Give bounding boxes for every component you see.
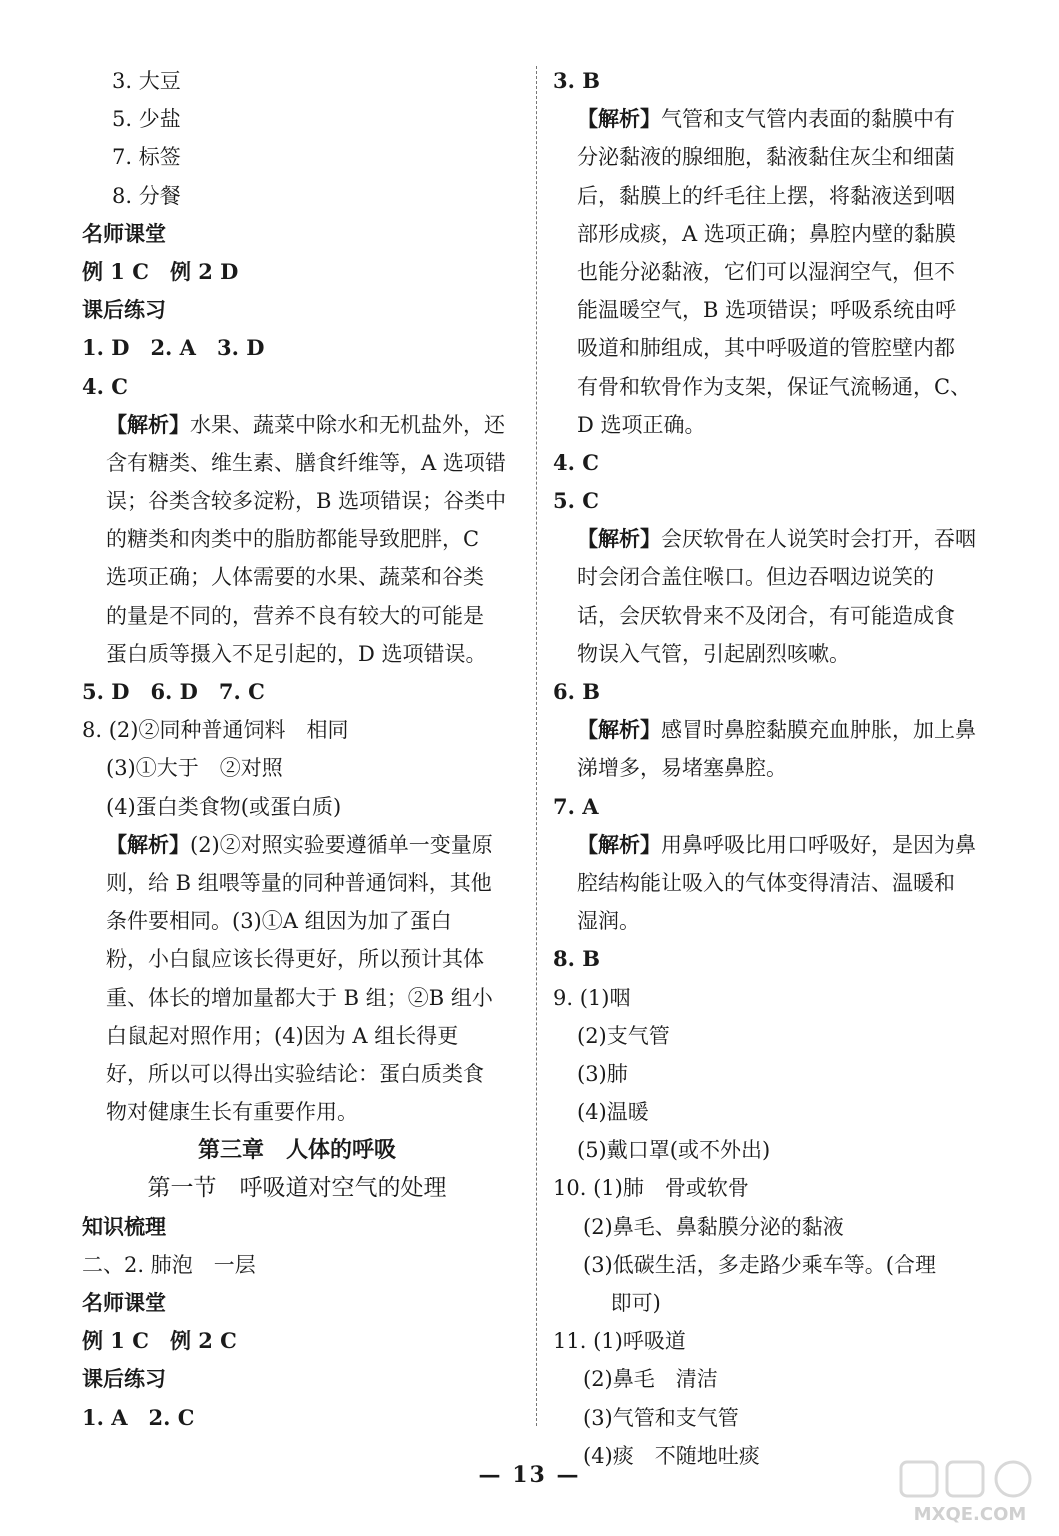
line-text: (2)鼻毛 清洁 [583,1367,718,1392]
line-text: (4)蛋白类食物(或蛋白质) [106,794,342,819]
right-line [553,444,998,482]
line-text: 选项正确；人体需要的水果、蔬菜和谷类 [106,565,484,590]
left-line [82,520,512,558]
right-line [553,1017,998,1055]
line-text: D 选项正确。 [577,412,706,437]
line-text: 10. (1)肺 骨或软骨 [553,1176,749,1201]
right-line [553,1322,998,1360]
line-text: 4. C [553,449,599,475]
line-text: 8. 分餐 [112,183,181,208]
line-text: 后，黏膜上的纤毛往上摆，将黏液送到咽 [577,183,955,208]
line-text: 湿润。 [577,909,640,934]
line-text: 气管和支气管内表面的黏膜中有 [661,107,955,132]
watermark-logo [895,1456,1045,1526]
left-line [82,597,512,635]
left-line [82,826,512,864]
right-line [553,253,998,291]
analysis-tag: 【解析】 [577,106,661,132]
line-text: 分泌黏液的腺细胞，黏液黏住灰尘和细菌 [577,145,955,170]
right-line [553,1284,998,1322]
line-text: 名师课堂 [82,1290,166,1315]
line-text: 时会闭合盖住喉口。但边吞咽边说笑的 [577,565,934,590]
line-text: 感冒时鼻腔黏膜充血肿胀，加上鼻 [661,718,976,743]
right-line [553,749,998,787]
right-line [553,1055,998,1093]
line-text: 1. A 2. C [82,1404,195,1430]
line-text: 8. (2)②同种普通饲料 相同 [82,718,349,743]
left-line [82,253,512,291]
right-line [553,329,998,367]
left-line [82,711,512,749]
line-text: 的量是不同的，营养不良有较大的可能是 [106,603,484,628]
left-line [82,979,512,1017]
left-line [82,291,512,329]
line-text: 即可) [583,1291,661,1315]
right-line [553,1208,998,1246]
right-column [553,62,998,1475]
left-line [82,1169,512,1207]
line-text: (3)①大于 ②对照 [106,756,283,781]
line-text: 涕增多，易堵塞鼻腔。 [577,756,787,781]
line-text: (4)温暖 [577,1100,649,1125]
left-line [82,329,512,367]
line-text: 3. 大豆 [112,69,181,93]
line-text: 第三章 人体的呼吸 [197,1137,396,1164]
right-line [553,597,998,635]
line-text: 例 1 C 例 2 D [82,258,239,284]
right-line [553,1360,998,1398]
analysis-tag: 【解析】 [577,831,661,857]
right-line [553,291,998,329]
line-text: (2)②对照实验要遵循单一变量原 [190,832,493,857]
analysis-tag: 【解析】 [577,717,661,743]
line-text: 部形成痰，A 选项正确；鼻腔内壁的黏膜 [577,221,956,246]
analysis-tag: 【解析】 [106,831,190,857]
left-line [82,1399,512,1437]
left-line [82,1131,512,1169]
line-text: 5. C [553,488,599,514]
line-text: 物误入气管，引起剧烈咳嗽。 [577,641,850,666]
left-line [82,940,512,978]
left-line [82,673,512,711]
right-line [553,788,998,826]
left-line [82,635,512,673]
line-text: (3)肺 [577,1061,628,1086]
column-divider [536,66,537,1426]
left-line [82,215,512,253]
right-line [553,635,998,673]
line-text: 6. B [553,679,600,704]
line-text: 吸道和肺组成，其中呼吸道的管腔壁内都 [577,336,955,361]
line-text: 含有糖类、维生素、膳食纤维等，A 选项错 [106,450,506,475]
right-line [553,979,998,1017]
line-text: 课后练习 [82,297,166,323]
line-text: 好，所以可以得出实验结论：蛋白质类食 [106,1061,484,1086]
line-text: 能温暖空气，B 选项错误；呼吸系统由呼 [577,298,957,323]
left-line [82,1208,512,1246]
line-text: 物对健康生长有重要作用。 [106,1100,358,1125]
right-line [553,673,998,711]
right-line [553,1131,998,1169]
line-text: 3. B [553,68,600,93]
right-line [553,1246,998,1284]
left-line [82,444,512,482]
line-text: 的糖类和肉类中的脂肪都能导致肥胖，C [106,527,480,552]
line-text: 4. C [82,373,128,399]
right-line [553,902,998,940]
right-line [553,62,998,100]
right-line [553,520,998,558]
right-line [553,368,998,406]
left-line [82,788,512,826]
watermark-text: MXQE.COM [913,1504,1027,1525]
analysis-tag: 【解析】 [577,526,661,552]
line-text: 7. A [553,793,599,819]
left-line [82,1246,512,1284]
line-text: 名师课堂 [82,220,166,246]
line-text: 白鼠起对照作用；(4)因为 A 组长得更 [106,1023,459,1048]
left-line [82,1360,512,1398]
right-line [553,864,998,902]
right-line [553,558,998,596]
line-text: 有骨和软骨作为支架，保证气流畅通，C、 [577,374,972,399]
left-line [82,368,512,406]
right-line [553,826,998,864]
left-line [82,177,512,215]
left-column [82,62,512,1437]
line-text: 9. (1)咽 [553,985,631,1010]
line-text: (2)鼻毛、鼻黏膜分泌的黏液 [583,1214,844,1239]
line-text: 5. 少盐 [112,107,181,132]
left-line [82,1055,512,1093]
line-text: 用鼻呼吸比用口呼吸好，是因为鼻 [661,832,976,857]
right-line [553,177,998,215]
line-text: 条件要相同。(3)①A 组因为加了蛋白 [106,909,452,934]
line-text: 会厌软骨在人说笑时会打开，吞咽 [661,527,976,552]
line-text: (5)戴口罩(或不外出) [577,1138,771,1163]
line-text: 5. D 6. D 7. C [82,679,265,704]
line-text: 重、体长的增加量都大于 B 组；②B 组小 [106,985,493,1010]
line-text: 7. 标签 [112,145,181,170]
line-text: 腔结构能让吸入的气体变得清洁、温暖和 [577,870,955,895]
line-text: 粉，小白鼠应该长得更好，所以预计其体 [106,947,484,972]
line-text: 水果、蔬菜中除水和无机盐外，还 [190,412,505,437]
line-text: 蛋白质等摄入不足引起的，D 选项错误。 [106,641,487,666]
right-line [553,482,998,520]
left-line [82,1093,512,1131]
right-line [553,406,998,444]
line-text: (3)气管和支气管 [583,1405,739,1430]
left-line [82,864,512,902]
left-line [82,558,512,596]
left-line [82,1284,512,1322]
line-text: 第一节 呼吸道对空气的处理 [147,1175,447,1202]
right-line [553,940,998,978]
line-text: (3)低碳生活，多走路少乘车等。(合理 [583,1252,936,1277]
left-line [82,62,512,100]
line-text: 也能分泌黏液，它们可以湿润空气，但不 [577,259,955,284]
analysis-tag: 【解析】 [106,411,190,437]
line-text: 二、2. 肺泡 一层 [82,1252,256,1277]
line-text: 8. B [553,946,600,972]
line-text: 话，会厌软骨来不及闭合，有可能造成食 [577,603,955,628]
right-line [553,215,998,253]
right-line [553,100,998,138]
left-line [82,902,512,940]
line-text: 例 1 C 例 2 C [82,1328,237,1354]
left-line [82,138,512,176]
line-text: (4)痰 不随地吐痰 [583,1443,760,1468]
line-text: 误；谷类含较多淀粉，B 选项错误；谷类中 [106,489,507,514]
right-line [553,1399,998,1437]
page-number: — 13 — [478,1462,581,1488]
line-text: 知识梳理 [82,1213,166,1239]
line-text: 1. D 2. A 3. D [82,335,265,361]
line-text: (2)支气管 [577,1023,670,1048]
left-line [82,1322,512,1360]
line-text: 课后练习 [82,1366,166,1392]
right-line [553,1093,998,1131]
line-text: 则，给 B 组喂等量的同种普通饲料，其他 [106,870,492,895]
left-line [82,1017,512,1055]
line-text: 11. (1)呼吸道 [553,1329,686,1354]
right-line [553,1169,998,1207]
left-line [82,482,512,520]
left-line [82,749,512,787]
right-line [553,711,998,749]
left-line [82,100,512,138]
right-line [553,138,998,176]
left-line [82,406,512,444]
